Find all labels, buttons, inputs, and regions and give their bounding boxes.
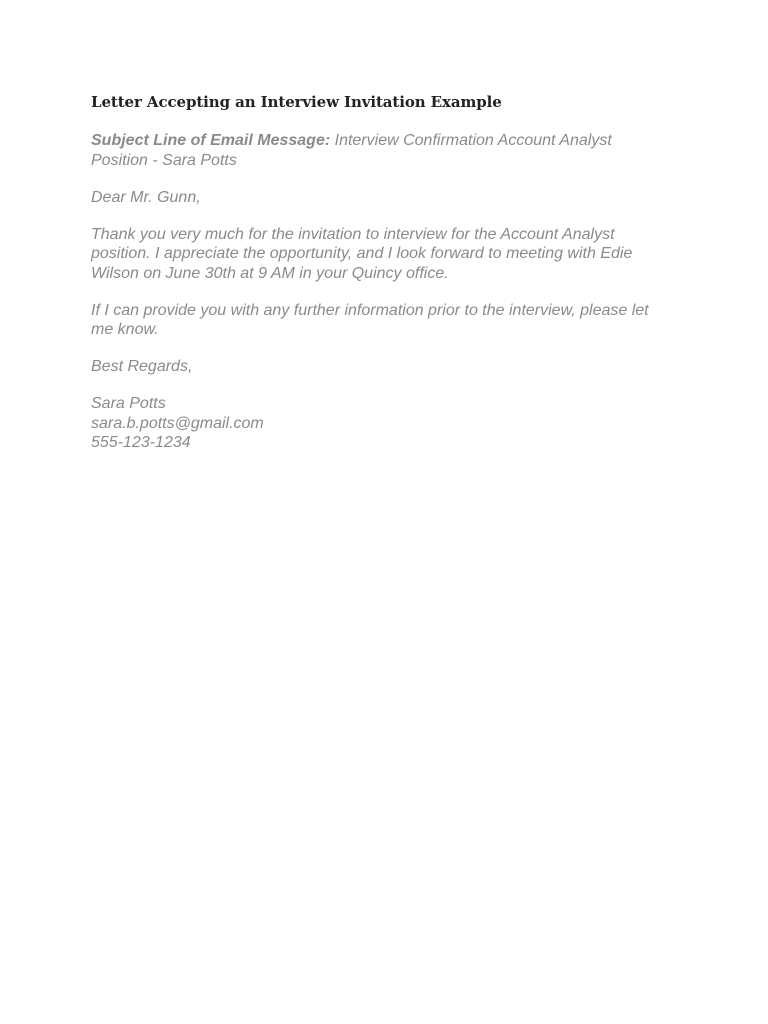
salutation: Dear Mr. Gunn, [91,188,201,206]
paragraph-further-info: If I can provide you with any further information prior to the interview, please let me know. [91,301,649,338]
signature-email: sara.b.potts@gmail.com [91,414,264,432]
signature-phone: 555-123-1234 [91,434,191,451]
paragraph-invitation: Thank you very much for the invitation to interview for the Account Analyst position. I appreciate the opportunity, and I look forward to meeting with Edie Wilson on June 30th at 9 AM in your Quincy office. [91,225,633,282]
document-title: Letter Accepting an Interview Invitation Example [91,93,502,111]
subject-line [91,131,668,170]
subject-label: Subject Line of Email Message: [91,132,331,149]
subject-text: Interview Confirmation Account Analyst Position - Sara Potts [91,132,612,169]
closing: Best Regards, [91,358,193,375]
signature-block [91,394,668,453]
signature-name: Sara Potts [91,395,166,412]
